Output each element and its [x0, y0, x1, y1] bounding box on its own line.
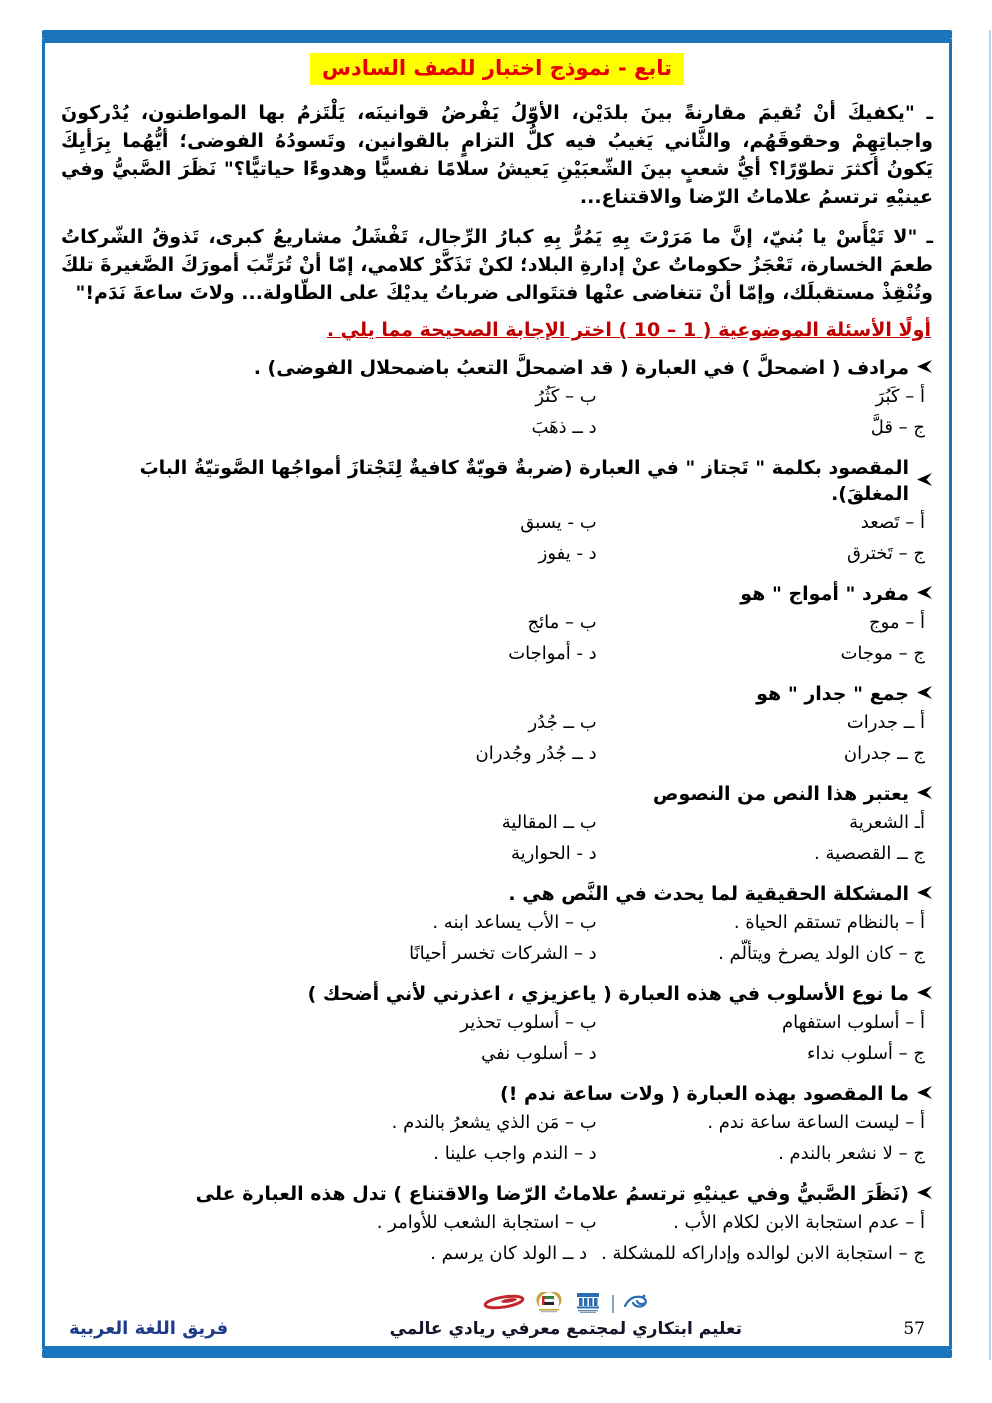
question-text: جمع " جدار " هو	[756, 683, 909, 705]
option-d: د ــ الولد كان يرسم .	[430, 1243, 588, 1264]
option-a: أ – ليست الساعة ساعة ندم .	[707, 1112, 925, 1133]
option-a: أ – كَبُرَ	[875, 386, 925, 407]
footer-motto: تعليم ابتكاري لمجتمع معرفي ريادي عالمي	[389, 1319, 742, 1339]
question-5	[61, 781, 933, 869]
unesco-logo	[573, 1291, 603, 1317]
options-row	[61, 1138, 933, 1169]
options-row	[61, 1238, 933, 1269]
top-band	[42, 30, 952, 39]
question-9	[61, 1181, 933, 1269]
question-prompt	[61, 455, 933, 507]
option-c: ج ــ القصصية .	[814, 843, 925, 864]
arrow-bullet-icon	[916, 881, 933, 907]
question-2	[61, 455, 933, 569]
option-a: أ – بالنظام تستقم الحياة .	[733, 912, 925, 933]
options-row	[61, 638, 933, 669]
option-b: ب - يسبق	[520, 512, 597, 533]
passage-paragraph-1: ـ "يكفيكَ أنْ تُقيمَ مقارنةً بينَ بلدَيْن، الأوّلُ يَفْرضُ قوانينَه، يَلْتَزمُ بها المواطنون، يُدْركونَ واجباتِهِمْ وحقوقَهُم، والثَّاني يَغيبُ فيه كلُّ التزامٍ بالقوانين، وتَسودُهُ الفوضى؛ أيُّهُما بِرَأيِكَ يَكونُ أكثرَ تطوّرًا؟ أيُّ شعبٍ بينَ الشّعبَيْنِ يَعيشُ سلامًا نفسيًّا وهدوءًا حياتيًّا؟" نَظَرَ الصَّبيُّ وفي عينيْهِ ترتسمُ علاماتُ الرّضا والاقتناع...	[61, 102, 933, 208]
options-row	[61, 707, 933, 738]
option-b: ب – أسلوب تحذير	[460, 1012, 597, 1033]
option-d: د ــ جُدُر وجُدران	[475, 743, 597, 764]
passage-paragraph-2: ـ "لا تَيْأَسْ يا بُنيّ، إنَّ ما مَرَرْتَ بِهِ يَمُرُّ بِهِ كبارُ الرِّجال، تَفْشَلُ مشاريعُ كبرى، تَذوقُ الشّركاتُ طعمَ الخسارة، تَعْجَزُ حكوماتٌ عنْ إدارةِ البلاد؛ لكنْ تَذَكَّرْ كلامي، إمّا أنْ تُرَتِّبَ أمورَكَ الصَّغيرةَ تلكَ وتُنْقِذْ مستقبلَك، وإمّا أنْ تتغاضى عنْها فتتَوالى ضرباتُ يديْكَ على الطّاولة... ولاتَ ساعةَ نَدَم!"	[61, 226, 933, 304]
question-3	[61, 581, 933, 669]
option-b: ب – مائج	[527, 612, 597, 633]
question-prompt	[61, 881, 933, 907]
question-prompt	[61, 581, 933, 607]
option-d: د - الحوارية	[510, 843, 597, 864]
question-text: المشكلة الحقيقية لما يحدث في النَّص هي .	[508, 883, 909, 905]
option-d: د - يفوز	[538, 543, 597, 564]
option-b: ب – استجابة الشعب للأوامر .	[376, 1212, 597, 1233]
option-c: ج ــ جدران	[843, 743, 925, 764]
question-7	[61, 981, 933, 1069]
options-row	[61, 538, 933, 569]
question-prompt	[61, 781, 933, 807]
option-c: ج – أسلوب نداء	[807, 1043, 925, 1064]
option-c: ج – استجابة الابن لوالده وإداراكه للمشكلة .	[601, 1243, 925, 1264]
option-a: أ ــ جدرات	[846, 712, 925, 733]
page-number: 57	[903, 1319, 925, 1339]
footer-logos	[483, 1291, 649, 1317]
question-text: مرادف ( اضمحلَّ ) في العبارة ( قد اضمحلَّ التعبُ باضمحلال الفوضى) .	[253, 357, 909, 379]
question-6	[61, 881, 933, 969]
question-prompt	[61, 681, 933, 707]
arrow-bullet-icon	[916, 355, 933, 381]
option-a: أ – أسلوب استفهام	[782, 1012, 925, 1033]
option-c: ج – لا نشعر بالندم .	[778, 1143, 925, 1164]
option-c: ج – كان الولد يصرخ ويتألّم .	[718, 943, 925, 964]
options-row	[61, 1207, 933, 1238]
options-row	[61, 381, 933, 412]
page-box	[42, 39, 952, 1349]
option-b: ب – كَثُرُ	[535, 386, 597, 407]
options-row	[61, 938, 933, 969]
option-d: د - أمواجات	[508, 643, 597, 664]
arrow-bullet-icon	[916, 1181, 933, 1207]
option-d: د ــ ذهَبَ	[531, 417, 597, 438]
logo-separator	[612, 1295, 614, 1313]
option-a: أ – عدم استجابة الابن لكلام الأب .	[673, 1212, 925, 1233]
question-text: (نَظَرَ الصَّبيُّ وفي عينيْهِ ترتسمُ علاماتُ الرّضا والاقتناع ) تدل هذه العبارة على	[195, 1183, 909, 1205]
red-swoosh-logo	[483, 1293, 525, 1315]
question-4	[61, 681, 933, 769]
option-b: ب ــ المقالية	[501, 812, 597, 833]
question-text: ما المقصود بهذه العبارة ( ولات ساعة ندم !)	[500, 1083, 909, 1105]
options-row	[61, 412, 933, 443]
bottom-band	[42, 1349, 952, 1358]
exam-title: تابع - نموذج اختبار للصف السادس	[310, 53, 684, 85]
arrow-bullet-icon	[916, 468, 933, 494]
option-b: ب – الأب يساعد ابنه .	[432, 912, 597, 933]
option-c: ج – موجات	[840, 643, 925, 664]
option-d: د – الشركات تخسر أحيانًا	[409, 943, 597, 964]
sheet	[42, 30, 952, 1358]
footer-motto-group	[390, 1291, 742, 1339]
options-row	[61, 507, 933, 538]
question-8	[61, 1081, 933, 1169]
option-a: أ – تَصعد	[860, 512, 925, 533]
question-text: يعتبر هذا النص من النصوص	[652, 783, 909, 805]
arrow-bullet-icon	[916, 681, 933, 707]
options-row	[61, 1107, 933, 1138]
options-row	[61, 1007, 933, 1038]
option-b: ب ــ جُدُر	[528, 712, 597, 733]
arrow-bullet-icon	[916, 981, 933, 1007]
page-edge-line	[989, 30, 991, 1360]
question-prompt	[61, 355, 933, 381]
option-c: ج – قلَّ	[870, 417, 925, 438]
arrow-bullet-icon	[916, 1081, 933, 1107]
option-a: أ – موج	[868, 612, 925, 633]
question-prompt	[61, 1181, 933, 1207]
team-name: فريق اللغة العربية	[69, 1318, 229, 1339]
uae-education-logo	[534, 1291, 564, 1317]
question-text: المقصود بكلمة " تَجتاز " في العبارة (ضربةٌ قويّةٌ كافيةٌ لِتَجْتازَ أمواجُها الصَّوتيّةُ البابَ المغلقَ).	[139, 457, 909, 505]
option-b: ب – مَن الذي يشعرُ بالندم .	[391, 1112, 597, 1133]
arrow-bullet-icon	[916, 781, 933, 807]
option-c: ج – تَخترق	[846, 543, 925, 564]
question-text: مفرد " أمواج " هو	[740, 583, 909, 605]
arrow-bullet-icon	[916, 581, 933, 607]
options-row	[61, 738, 933, 769]
option-d: د – أسلوب نفي	[481, 1043, 597, 1064]
calligraphy-logo	[623, 1292, 649, 1316]
option-a: أـ الشعرية	[849, 812, 925, 833]
options-row	[61, 838, 933, 869]
question-prompt	[61, 981, 933, 1007]
options-row	[61, 807, 933, 838]
question-text: ما نوع الأسلوب في هذه العبارة ( ياعزيزي ، اعذرني لأني أضحك )	[307, 983, 909, 1005]
section-heading: أولًا الأسئلة الموضوعية ( 1 – 10 ) اختر الإجابة الصحيحة مما يلي .	[326, 319, 931, 341]
options-row	[61, 1038, 933, 1069]
title-row	[61, 53, 933, 85]
question-1	[61, 355, 933, 443]
question-prompt	[61, 1081, 933, 1107]
option-d: د – الندم واجب علينا .	[433, 1143, 597, 1164]
footer	[61, 1291, 933, 1342]
options-row	[61, 607, 933, 638]
options-row	[61, 907, 933, 938]
